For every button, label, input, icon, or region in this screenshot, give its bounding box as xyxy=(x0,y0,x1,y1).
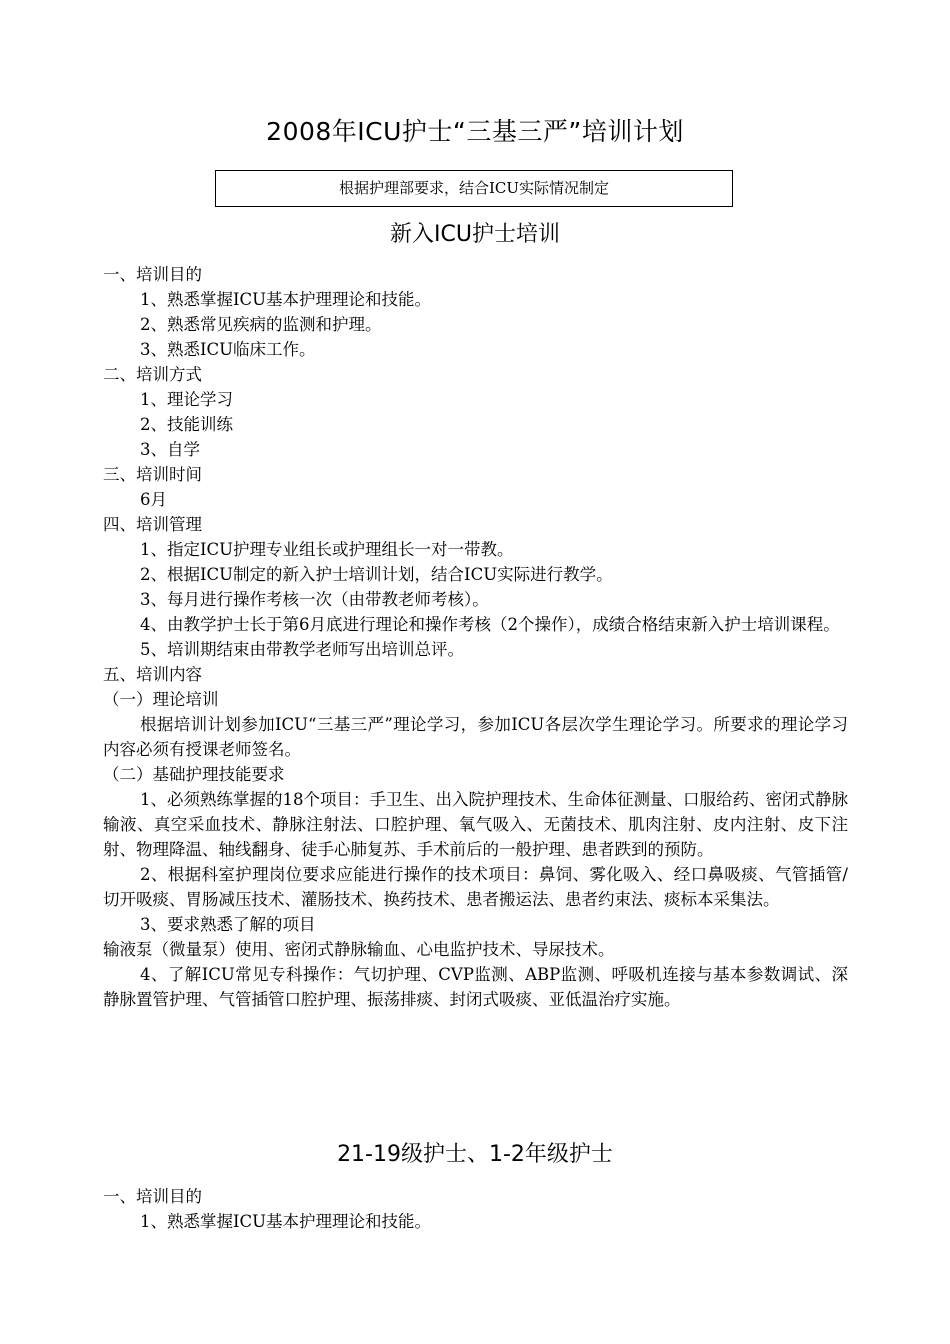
method-item: 2、技能训练 xyxy=(140,415,233,434)
method-item: 3、自学 xyxy=(140,440,200,459)
mgmt-item: 1、指定ICU护理专业组长或护理组长一对一带教。 xyxy=(140,540,514,559)
goal-item: 2、熟悉常见疾病的监测和护理。 xyxy=(140,315,382,334)
theory-text: 根据培训计划参加ICU“三基三严”理论学习，参加ICU各层次学生理论学习。所要求的理论学习内容必须有授课老师签名。 xyxy=(103,715,848,759)
skill-item-3-text: 输液泵（微量泵）使用、密闭式静脉输血、心电监护技术、导尿技术。 xyxy=(103,940,615,959)
method-item: 1、理论学习 xyxy=(140,390,233,409)
document-title: 2008年ICU护士“三基三严”培训计划 xyxy=(266,117,684,146)
time-heading: 三、培训时间 xyxy=(103,465,202,484)
section-heading-grade-nurse: 21-19级护士、1-2年级护士 xyxy=(337,1142,613,1167)
skill-item-1: 1、必须熟练掌握的18个项目：手卫生、出入院护理技术、生命体征测量、口服给药、密闭式静脉输液、真空采血技术、静脉注射法、口腔护理、氧气吸入、无菌技术、肌肉注射、皮内注射、皮下注射、物理降温、轴线翻身、徒手心肺复苏、手术前后的一般护理、患者跌到的预防。 xyxy=(103,790,848,859)
theory-heading: （一）理论培训 xyxy=(103,690,219,709)
mgmt-item: 5、培训期结束由带教学老师写出培训总评。 xyxy=(140,640,464,659)
method-heading: 二、培训方式 xyxy=(103,365,202,384)
section-body-grade-nurse xyxy=(103,1184,848,1234)
goal-item: 1、熟悉掌握ICU基本护理理论和技能。 xyxy=(140,1212,432,1231)
subtitle-box: 根据护理部要求，结合ICU实际情况制定 xyxy=(215,170,733,207)
goal-heading: 一、培训目的 xyxy=(103,265,202,284)
time-value: 6月 xyxy=(140,490,167,509)
section-body-new-nurse xyxy=(103,262,848,1012)
mgmt-item: 4、由教学护士长于第6月底进行理论和操作考核（2个操作），成绩合格结束新入护士培训课程。 xyxy=(140,615,840,634)
mgmt-item: 3、每月进行操作考核一次（由带教老师考核）。 xyxy=(140,590,489,609)
mgmt-item: 2、根据ICU制定的新入护士培训计划，结合ICU实际进行教学。 xyxy=(140,565,613,584)
skill-item-3-title: 3、要求熟悉了解的项目 xyxy=(140,915,316,934)
skill-heading: （二）基础护理技能要求 xyxy=(103,765,285,784)
goal-item: 3、熟悉ICU临床工作。 xyxy=(140,340,316,359)
goal-heading: 一、培训目的 xyxy=(103,1187,202,1206)
skill-item-2: 2、根据科室护理岗位要求应能进行操作的技术项目：鼻饲、雾化吸入、经口鼻吸痰、气管插管/切开吸痰、胃肠减压技术、灌肠技术、换药技术、患者搬运法、患者约束法、痰标本采集法。 xyxy=(103,865,848,909)
skill-item-4: 4、了解ICU常见专科操作：气切护理、CVP监测、ABP监测、呼吸机连接与基本参数调试、深静脉置管护理、气管插管口腔护理、振荡排痰、封闭式吸痰、亚低温治疗实施。 xyxy=(103,965,848,1009)
goal-item: 1、熟悉掌握ICU基本护理理论和技能。 xyxy=(140,290,432,309)
content-heading: 五、培训内容 xyxy=(103,665,202,684)
section-heading-new-nurse: 新入ICU护士培训 xyxy=(390,222,560,247)
mgmt-heading: 四、培训管理 xyxy=(103,515,202,534)
